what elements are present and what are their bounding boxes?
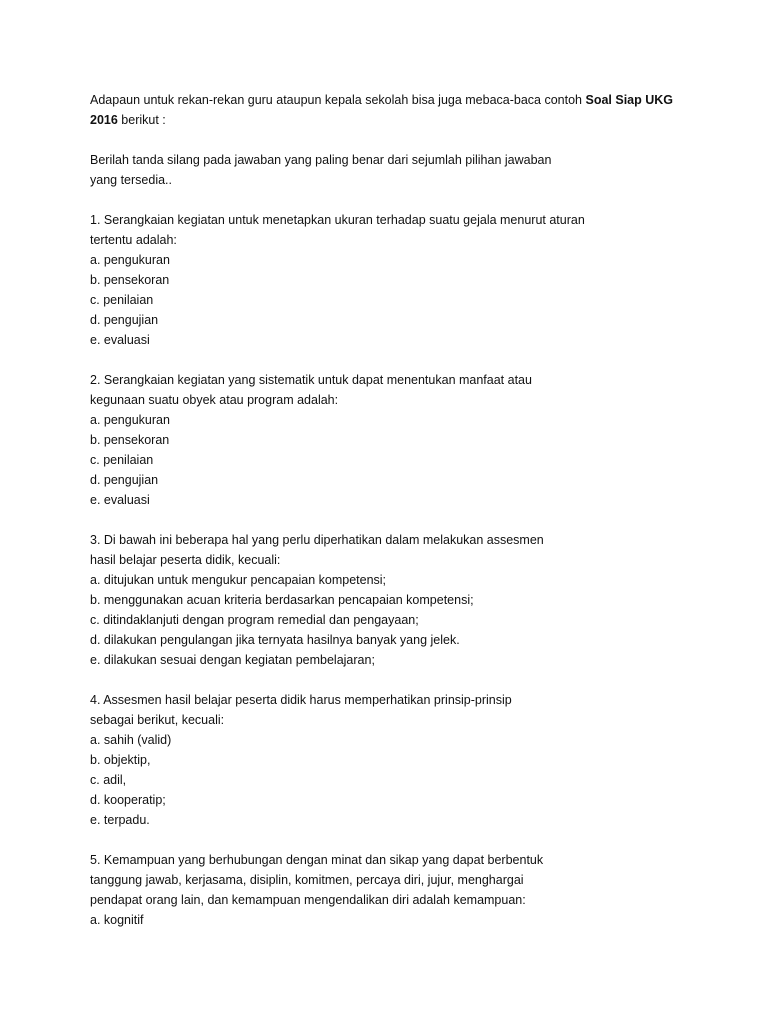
answer-option: a. pengukuran [90, 413, 170, 427]
answer-option: b. objektip, [90, 753, 151, 767]
intro-rest: berikut : [117, 113, 166, 127]
instruction-paragraph [90, 150, 650, 190]
answer-option: e. evaluasi [90, 493, 150, 507]
question-4 [90, 690, 650, 830]
instruction-line: yang tersedia.. [90, 173, 172, 187]
question-text: 1. Serangkaian kegiatan untuk menetapkan ukuran terhadap suatu gejala menurut aturan [90, 213, 585, 227]
document-page [90, 90, 674, 950]
answer-option: a. sahih (valid) [90, 733, 172, 747]
question-1 [90, 210, 650, 350]
answer-option: c. adil, [90, 773, 127, 787]
intro-year: 2016 [90, 113, 118, 127]
answer-option: a. pengukuran [90, 253, 170, 267]
answer-option: d. pengujian [90, 313, 159, 327]
question-text: 2. Serangkaian kegiatan yang sistematik untuk dapat menentukan manfaat atau [90, 373, 532, 387]
question-text: tertentu adalah: [90, 233, 177, 247]
question-text: 5. Kemampuan yang berhubungan dengan minat dan sikap yang dapat berbentuk [90, 853, 544, 867]
intro-text: Adapaun untuk rekan-rekan guru ataupun kepala sekolah bisa juga mebaca-baca contoh [90, 93, 586, 107]
answer-option: c. ditindaklanjuti dengan program remedial dan pengayaan; [90, 613, 419, 627]
question-text: hasil belajar peserta didik, kecuali: [90, 553, 281, 567]
question-text: 4. Assesmen hasil belajar peserta didik harus memperhatikan prinsip-prinsip [90, 693, 512, 707]
question-3 [90, 530, 650, 670]
question-text: pendapat orang lain, dan kemampuan mengendalikan diri adalah kemampuan: [90, 893, 526, 907]
answer-option: a. ditujukan untuk mengukur pencapaian kompetensi; [90, 573, 387, 587]
answer-option: e. dilakukan sesuai dengan kegiatan pembelajaran; [90, 653, 375, 667]
question-text: kegunaan suatu obyek atau program adalah: [90, 393, 339, 407]
answer-option: d. pengujian [90, 473, 159, 487]
answer-option: e. terpadu. [90, 813, 150, 827]
answer-option: d. dilakukan pengulangan jika ternyata hasilnya banyak yang jelek. [90, 633, 460, 647]
answer-option: a. kognitif [90, 913, 144, 927]
question-2 [90, 370, 650, 510]
question-text: tanggung jawab, kerjasama, disiplin, komitmen, percaya diri, jujur, menghargai [90, 873, 524, 887]
answer-option: d. kooperatip; [90, 793, 166, 807]
intro-line-1 [90, 90, 674, 110]
answer-option: e. evaluasi [90, 333, 150, 347]
answer-option: c. penilaian [90, 293, 154, 307]
answer-option: c. penilaian [90, 453, 154, 467]
intro-line-2 [90, 110, 650, 130]
answer-option: b. pensekoran [90, 273, 170, 287]
question-text: 3. Di bawah ini beberapa hal yang perlu diperhatikan dalam melakukan assesmen [90, 533, 544, 547]
answer-option: b. pensekoran [90, 433, 170, 447]
question-text: sebagai berikut, kecuali: [90, 713, 225, 727]
instruction-line: Berilah tanda silang pada jawaban yang paling benar dari sejumlah pilihan jawaban [90, 153, 552, 167]
intro-link[interactable]: Soal Siap UKG [585, 93, 674, 107]
answer-option: b. menggunakan acuan kriteria berdasarkan pencapaian kompetensi; [90, 593, 474, 607]
intro-paragraph [90, 90, 674, 130]
question-5 [90, 850, 650, 930]
